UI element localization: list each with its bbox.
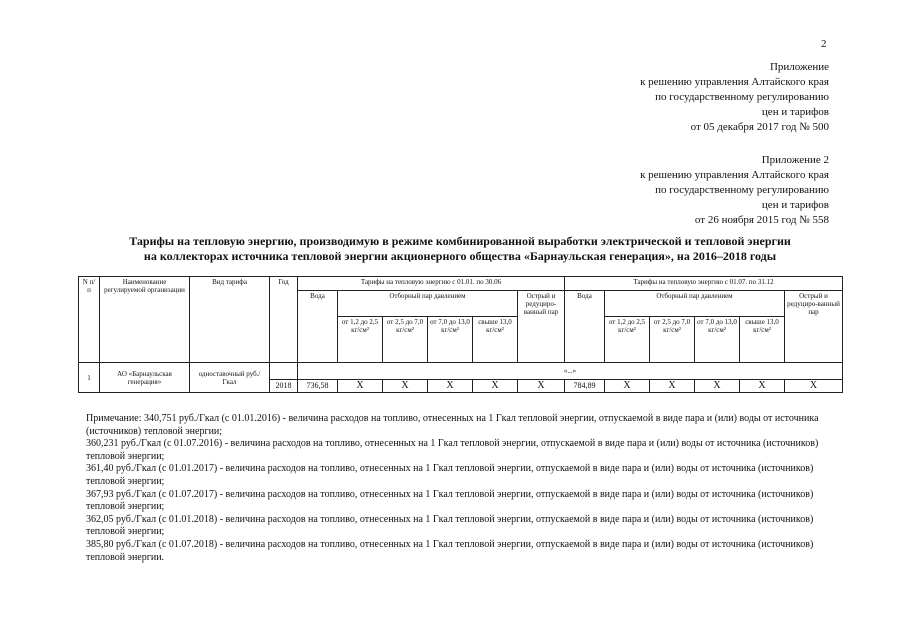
header-pressure-1: от 1,2 до 2,5 кг/см² xyxy=(605,317,650,363)
header-type: Вид тарифа xyxy=(190,277,270,363)
header-water-1: Вода xyxy=(298,291,338,363)
cell-x: X xyxy=(650,380,695,393)
note-paragraph: Примечание: 340,751 руб./Гкал (с 01.01.2016) - величина расходов на топливо, отнесенных на 1 Гкал тепловой энергии, отпускаемой в виде пара и (или) воды от источника (источников) тепловой энергии; xyxy=(86,413,819,437)
row-quote: «...» xyxy=(298,363,843,380)
document-title xyxy=(60,234,860,264)
header-org: Наименование регулируемой организации xyxy=(100,277,190,363)
cell-x: X xyxy=(695,380,740,393)
cell-x: X xyxy=(338,380,383,393)
cell-x: X xyxy=(383,380,428,393)
header-sharp-2: Острый и редуциро-ванный пар xyxy=(785,291,843,363)
row-tariff-type: одноставочный руб./Гкал xyxy=(190,363,270,393)
header-pressure-3: от 7,0 до 13,0 кг/см² xyxy=(695,317,740,363)
appendix-line: цен и тарифов xyxy=(761,106,829,118)
notes xyxy=(86,413,832,564)
appendix-line: цен и тарифов xyxy=(761,199,829,211)
header-num: N п/п xyxy=(79,277,100,363)
appendix-line: Приложение xyxy=(769,61,829,73)
header-pressure-4: свыше 13,0 кг/см² xyxy=(473,317,518,363)
appendix-line: по государственному регулированию xyxy=(655,184,829,196)
appendix-header-1 xyxy=(640,60,829,135)
header-period-1: Тарифы на тепловую энергию с 01.01. по 30.06 xyxy=(298,277,565,291)
row-year: 2018 xyxy=(270,380,298,393)
header-pressure-1: от 1,2 до 2,5 кг/см² xyxy=(338,317,383,363)
header-pressure-4: свыше 13,0 кг/см² xyxy=(740,317,785,363)
header-steam-2: Отборный пар давлением xyxy=(605,291,785,317)
header-pressure-3: от 7,0 до 13,0 кг/см² xyxy=(428,317,473,363)
header-steam-1: Отборный пар давлением xyxy=(338,291,518,317)
row-org: АО «Барнаульская генерация» xyxy=(100,363,190,393)
appendix-header-2 xyxy=(640,153,829,228)
note-paragraph: 362,05 руб./Гкал (с 01.01.2018) - величина расходов на топливо, отнесенных на 1 Гкал тепловой энергии, отпускаемой в виде пара и (или) воды от источника (источников) тепловой энергии; xyxy=(86,513,814,538)
appendix-line: от 05 декабря 2017 год № 500 xyxy=(690,121,829,133)
title-line-1: Тарифы на тепловую энергию, производимую в режиме комбинированной выработки электрической и тепловой энергии xyxy=(129,234,791,248)
header-water-2: Вода xyxy=(565,291,605,363)
cell-x: X xyxy=(428,380,473,393)
appendix-line: по государственному регулированию xyxy=(655,91,829,103)
tariff-table xyxy=(78,276,843,393)
note-paragraph: 367,93 руб./Гкал (с 01.07.2017) - величина расходов на топливо, отнесенных на 1 Гкал тепловой энергии, отпускаемой в виде пара и (или) воды от источника (источников) тепловой энергии; xyxy=(86,488,814,513)
cell-x: X xyxy=(740,380,785,393)
title-line-2: на коллекторах источника тепловой энергии акционерного общества «Барнаульская генерация», на 2016–2018 годы xyxy=(143,249,777,263)
note-paragraph: 385,80 руб./Гкал (с 01.07.2018) - величина расходов на топливо, отнесенных на 1 Гкал тепловой энергии, отпускаемой в виде пара и (или) воды от источника (источников) тепловой энергии. xyxy=(86,538,814,563)
header-period-2: Тарифы на тепловую энергию с 01.07. по 31.12 xyxy=(565,277,843,291)
cell-x: X xyxy=(473,380,518,393)
header-sharp-1: Острый и редуциро-ванный пар xyxy=(518,291,565,363)
header-pressure-2: от 2,5 до 7,0 кг/см² xyxy=(650,317,695,363)
appendix-line: Приложение 2 xyxy=(761,154,829,166)
header-year: Год xyxy=(270,277,298,363)
row-num: 1 xyxy=(79,363,100,393)
page-number: 2 xyxy=(821,38,827,50)
appendix-line: к решению управления Алтайского края xyxy=(640,169,829,181)
note-paragraph: 360,231 руб./Гкал (с 01.07.2016) - величина расходов на топливо, отнесенных на 1 Гкал тепловой энергии, отпускаемой в виде пара и (или) воды от источника (источников) тепловой энергии; xyxy=(86,438,819,462)
cell-x: X xyxy=(785,380,843,393)
cell-water-2: 784,89 xyxy=(565,380,605,393)
appendix-line: от 26 ноября 2015 год № 558 xyxy=(694,214,829,226)
cell-x: X xyxy=(518,380,565,393)
appendix-line: к решению управления Алтайского края xyxy=(640,76,829,88)
cell-water-1: 736,58 xyxy=(298,380,338,393)
cell-x: X xyxy=(605,380,650,393)
header-pressure-2: от 2,5 до 7,0 кг/см² xyxy=(383,317,428,363)
note-paragraph: 361,40 руб./Гкал (с 01.01.2017) - величина расходов на топливо, отнесенных на 1 Гкал тепловой энергии, отпускаемой в виде пара и (или) воды от источника (источников) тепловой энергии; xyxy=(86,463,814,487)
